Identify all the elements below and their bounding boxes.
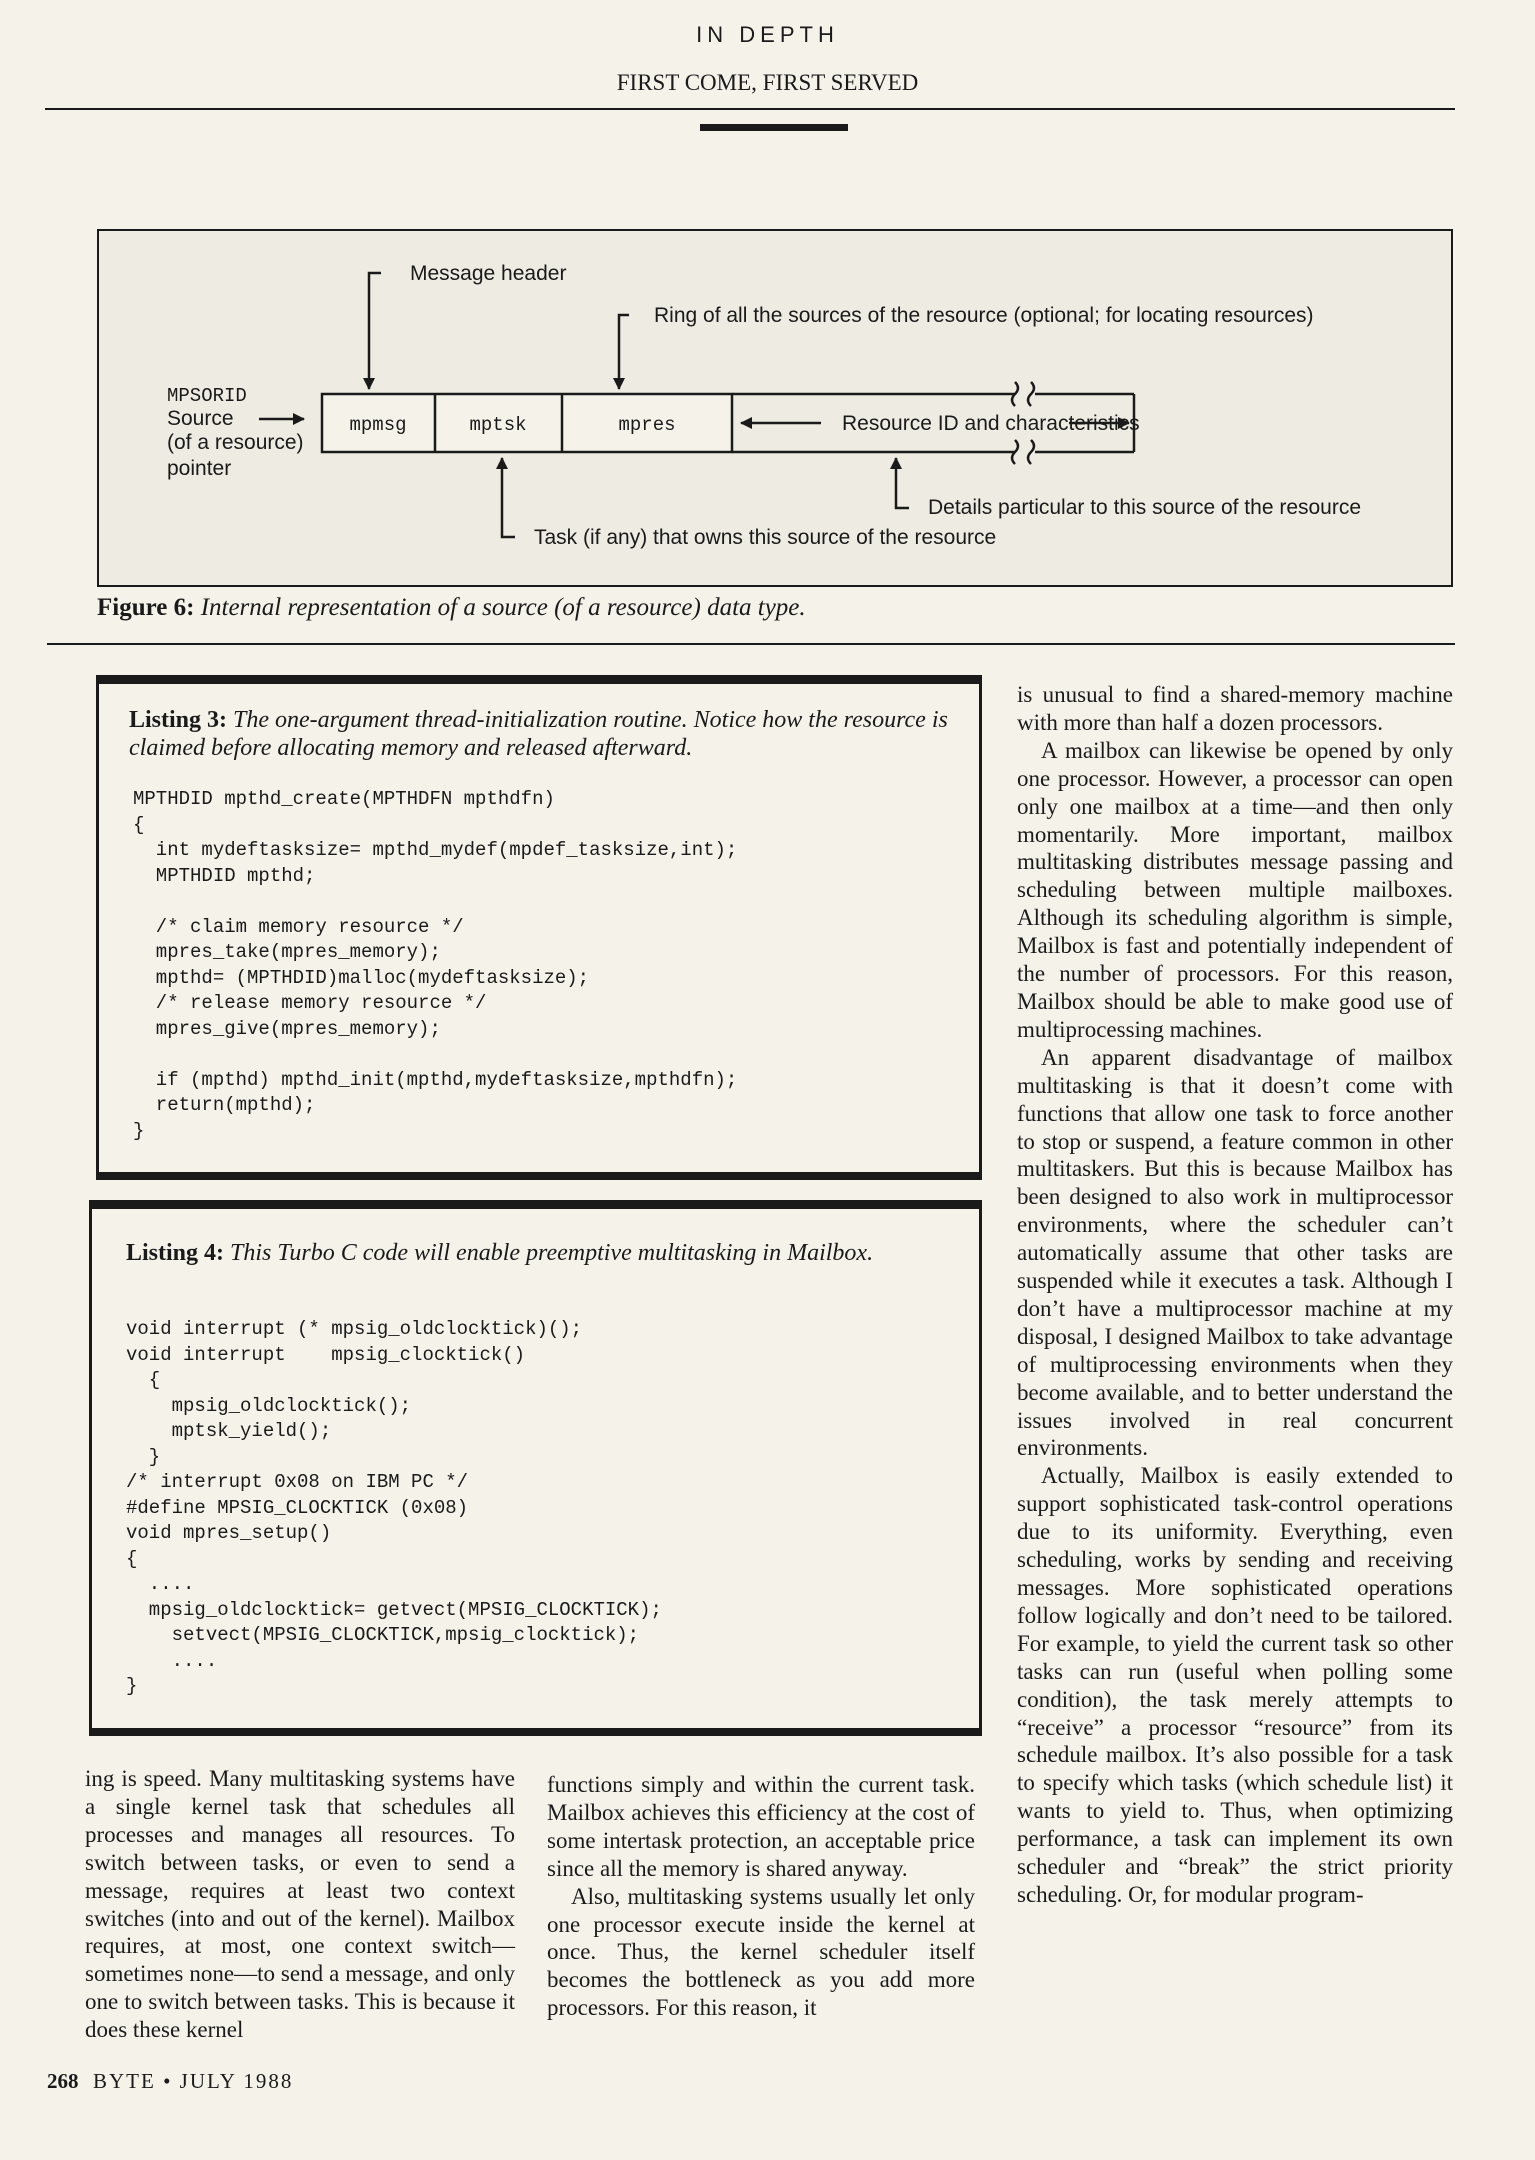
- paragraph: Also, multitasking systems usually let only one processor execute inside the kernel at once. Thus, the kernel scheduler itself becomes the bottleneck as you add more processors. For this reason, it: [547, 1883, 975, 2021]
- details-arrow: [896, 458, 909, 508]
- paragraph: functions simply and within the current task. Mailbox achieves this efficiency at the cost of some intertask protection, an acceptable price since all the memory is shared anyway.: [547, 1772, 975, 1881]
- paragraph: Actually, Mailbox is easily extended to support sophisticated task-control operations due to its uniformity. Everything, even scheduling, works by sending and receiving messages. More sophisticated operations follow logically and don’t need to be tailored. For example, to yield the current task so other tasks can run (useful when polling some condition), the task merely attempts to “receive” a processor “resource” from its schedule mailbox. It’s also possible for a task to specify which tasks (which schedule list) it wants to yield to. Thus, when optimizing performance, a task can implement its own scheduler and “break” the strict priority scheduling. Or, for modular program-: [1017, 1463, 1453, 1907]
- listing-4-caption: [126, 1239, 946, 1267]
- listing-4-caption-text: This Turbo C code will enable preemptive multitasking in Mailbox.: [230, 1240, 874, 1266]
- paragraph: ing is speed. Many multitasking systems have a single kernel task that schedules all processes and manages all resources. To switch between tasks, or even to send a message, requires at least two context switches (into and out of the kernel). Mailbox requires, at most, one context switch—sometimes none—to send a message, and only one to switch between tasks. This is because it does these kernel: [85, 1766, 515, 2043]
- column-left: [85, 1765, 515, 2044]
- column-middle: [547, 1771, 975, 2022]
- figure-caption-text: Internal representation of a source (of a resource) data type.: [200, 594, 806, 621]
- cell-mptsk: mptsk: [469, 414, 527, 436]
- task-label: Task (if any) that owns this source of the resource: [534, 526, 997, 549]
- listing-4-code: void interrupt (* mpsig_oldclocktick)(); void interrupt mpsig_clocktick() { mpsig_oldclocktick(); mptsk_yield(); } /* interrupt 0x08 on IBM PC */ #define MPSIG_CLOCKTICK (0x08) void mpres_setup() { .... mpsig_oldclocktick= getvect(MPSIG_CLOCKTICK); setvect(MPSIG_CLOCKTICK,mpsig_clocktick); .... }: [126, 1318, 662, 1697]
- listing-3-code: MPTHDID mpthd_create(MPTHDFN mpthdfn) { int mydeftasksize= mpthd_mydef(mpdef_tasksize,int); MPTHDID mpthd; /* claim memory resource */ mpres_take(mpres_memory); mpthd= (MPTHDID)malloc(mydeftasksize); /* release memory resource */ mpres_give(mpres_memory); if (mpthd) mpthd_init(mpthd,mydeftasksize,mpthdfn); return(mpthd); }: [133, 788, 738, 1142]
- mpsorid-label: MPSORID: [167, 385, 247, 407]
- task-arrow: [502, 458, 515, 537]
- page-number: 268: [47, 2069, 79, 2093]
- cell-mpmsg: mpmsg: [349, 414, 407, 436]
- details-label: Details particular to this source of the resource: [928, 496, 1362, 519]
- paragraph: is unusual to find a shared-memory machine with more than half a dozen processors.: [1017, 682, 1453, 735]
- listing-3-label: Listing 3:: [129, 707, 228, 733]
- listing-3-caption: [129, 706, 949, 762]
- message-header-label: Message header: [410, 262, 567, 285]
- header-rule: [45, 108, 1455, 110]
- figure-caption: [97, 594, 806, 622]
- header-thick-bar: [700, 124, 848, 131]
- page-title: FIRST COME, FIRST SERVED: [616, 70, 919, 95]
- paragraph: An apparent disadvantage of mailbox multitasking is that it doesn’t come with functions that allow one task to force another to stop or suspend, a feature common in other multitaskers. But this is because Mailbox has been designed to also work in multiprocessor environments, where the scheduler can’t automatically assume that other tasks are suspended while it executes a task. Although I don’t have a multiprocessor machine at my disposal, I designed Mailbox to take advantage of multiprocessing environments when they become available, and to better understand the issues involved in real concurrent environments.: [1017, 1044, 1453, 1461]
- page-footer: [47, 2069, 293, 2094]
- figure-6-diagram: [97, 229, 1453, 587]
- ring-label: Ring of all the sources of the resource (optional; for locating resources): [654, 304, 1314, 327]
- message-header-arrow: [369, 273, 381, 389]
- listing-4-label: Listing 4:: [126, 1240, 225, 1266]
- listing-3-box: [96, 675, 982, 1180]
- ring-arrow: [619, 315, 629, 389]
- figure-label: Figure 6:: [97, 594, 195, 621]
- listing-3-caption-text: The one-argument thread-initialization routine. Notice how the resource is claimed before allocating memory and released afterward.: [129, 707, 948, 761]
- section-tag: IN DEPTH: [696, 22, 839, 47]
- figure-rule: [47, 643, 1455, 645]
- paragraph: A mailbox can likewise be opened by only one processor. However, a processor can open only one mailbox at a time—and then only momentarily. More important, mailbox multitasking distributes message passing and scheduling between multiple mailboxes. Although its scheduling algorithm is simple, Mailbox is fast and potentially independent of the number of processors. For this reason, Mailbox should be able to make good use of multiprocessing machines.: [1017, 737, 1453, 1042]
- resource-id-label: Resource ID and characteristics: [842, 412, 1140, 435]
- struct-cells: [322, 394, 732, 452]
- magazine-issue: BYTE • JULY 1988: [93, 2069, 294, 2093]
- listing-4-box: [89, 1200, 982, 1736]
- column-right: [1017, 681, 1453, 1909]
- source-pointer-label: Source (of a resource) pointer: [167, 407, 304, 480]
- cell-mpres: mpres: [618, 414, 676, 436]
